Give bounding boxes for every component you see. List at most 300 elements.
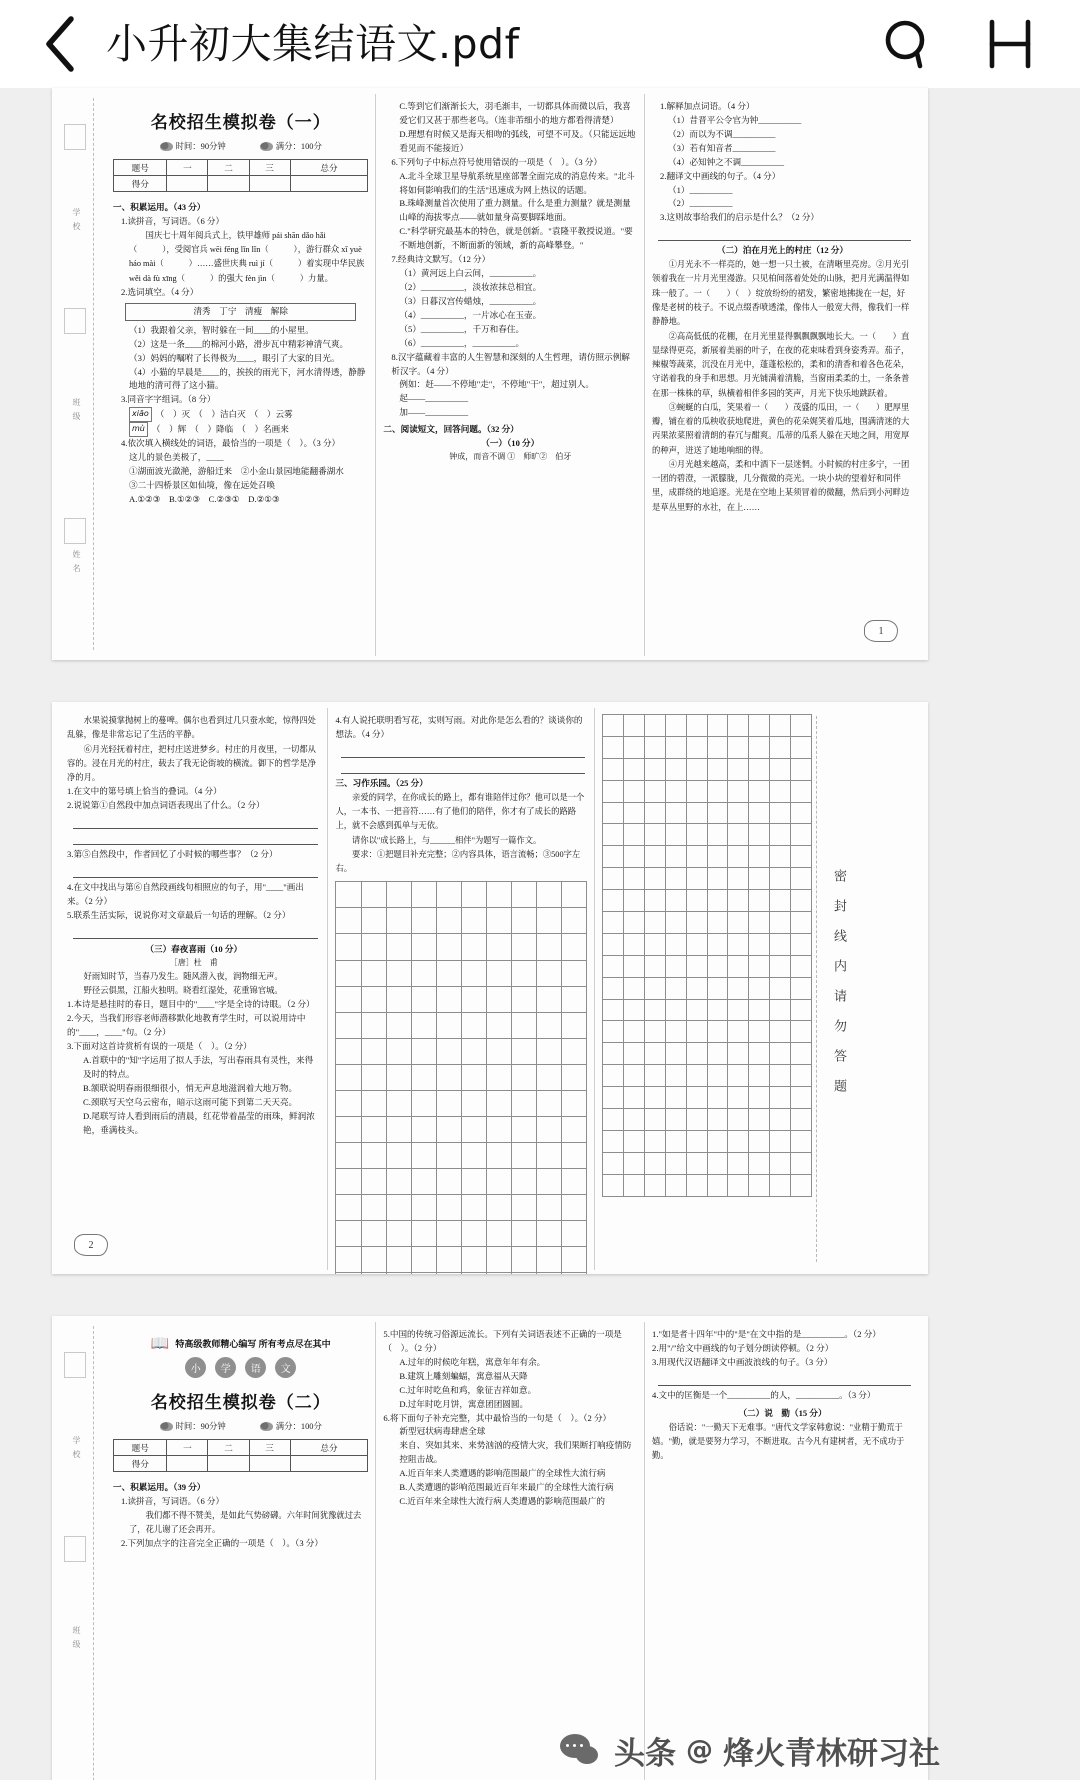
grid-cell[interactable]: [412, 1273, 437, 1274]
grid-cell[interactable]: [437, 1143, 462, 1169]
grid-cell[interactable]: [603, 1021, 624, 1043]
grid-cell[interactable]: [791, 1109, 812, 1131]
grid-cell[interactable]: [487, 1273, 512, 1274]
grid-cell[interactable]: [487, 1091, 512, 1117]
grid-cell[interactable]: [645, 868, 666, 890]
grid-cell[interactable]: [562, 934, 587, 960]
grid-cell[interactable]: [387, 882, 412, 908]
grid-cell[interactable]: [462, 1065, 487, 1091]
grid-cell[interactable]: [728, 846, 749, 868]
grid-cell[interactable]: [770, 868, 791, 890]
grid-cell[interactable]: [603, 1087, 624, 1109]
grid-cell[interactable]: [749, 1175, 770, 1197]
grid-cell[interactable]: [512, 934, 537, 960]
grid-cell[interactable]: [770, 824, 791, 846]
grid-cell[interactable]: [728, 1131, 749, 1153]
grid-cell[interactable]: [770, 1000, 791, 1022]
grid-cell[interactable]: [708, 1087, 729, 1109]
grid-cell[interactable]: [537, 1273, 562, 1274]
grid-cell[interactable]: [645, 956, 666, 978]
grid-cell[interactable]: [645, 978, 666, 1000]
grid-cell[interactable]: [687, 1043, 708, 1065]
grid-cell[interactable]: [437, 1065, 462, 1091]
grid-cell[interactable]: [728, 1153, 749, 1175]
grid-cell[interactable]: [603, 1065, 624, 1087]
grid-cell[interactable]: [708, 1065, 729, 1087]
grid-cell[interactable]: [791, 715, 812, 737]
grid-cell[interactable]: [791, 1153, 812, 1175]
grid-cell[interactable]: [708, 781, 729, 803]
grid-cell[interactable]: [412, 1195, 437, 1221]
grid-cell[interactable]: [791, 1175, 812, 1197]
grid-cell[interactable]: [708, 978, 729, 1000]
grid-cell[interactable]: [562, 882, 587, 908]
grid-cell[interactable]: [487, 1013, 512, 1039]
grid-cell[interactable]: [362, 987, 387, 1013]
grid-cell[interactable]: [624, 1000, 645, 1022]
grid-cell[interactable]: [708, 824, 729, 846]
grid-cell[interactable]: [437, 1117, 462, 1143]
grid-cell[interactable]: [708, 1153, 729, 1175]
grid-cell[interactable]: [603, 781, 624, 803]
grid-cell[interactable]: [791, 912, 812, 934]
grid-cell[interactable]: [791, 737, 812, 759]
grid-cell[interactable]: [512, 908, 537, 934]
grid-cell[interactable]: [603, 934, 624, 956]
grid-cell[interactable]: [624, 759, 645, 781]
grid-cell[interactable]: [437, 1273, 462, 1274]
grid-cell[interactable]: [362, 1273, 387, 1274]
grid-cell[interactable]: [362, 1065, 387, 1091]
grid-cell[interactable]: [512, 1143, 537, 1169]
grid-cell[interactable]: [412, 934, 437, 960]
grid-cell[interactable]: [362, 908, 387, 934]
grid-cell[interactable]: [603, 715, 624, 737]
grid-cell[interactable]: [666, 1021, 687, 1043]
grid-cell[interactable]: [770, 737, 791, 759]
grid-cell[interactable]: [666, 846, 687, 868]
grid-cell[interactable]: [537, 1195, 562, 1221]
grid-cell[interactable]: [336, 1143, 361, 1169]
grid-cell[interactable]: [791, 978, 812, 1000]
grid-cell[interactable]: [462, 1143, 487, 1169]
grid-cell[interactable]: [624, 1131, 645, 1153]
grid-cell[interactable]: [336, 1117, 361, 1143]
grid-cell[interactable]: [687, 824, 708, 846]
grid-cell[interactable]: [603, 846, 624, 868]
grid-cell[interactable]: [437, 908, 462, 934]
grid-cell[interactable]: [687, 1021, 708, 1043]
grid-cell[interactable]: [487, 1039, 512, 1065]
grid-cell[interactable]: [362, 1195, 387, 1221]
grid-cell[interactable]: [537, 987, 562, 1013]
grid-cell[interactable]: [749, 1021, 770, 1043]
grid-cell[interactable]: [749, 824, 770, 846]
grid-cell[interactable]: [666, 803, 687, 825]
grid-cell[interactable]: [603, 803, 624, 825]
grid-cell[interactable]: [645, 737, 666, 759]
grid-cell[interactable]: [512, 961, 537, 987]
grid-cell[interactable]: [687, 1131, 708, 1153]
grid-cell[interactable]: [387, 908, 412, 934]
grid-cell[interactable]: [666, 978, 687, 1000]
grid-cell[interactable]: [791, 934, 812, 956]
grid-cell[interactable]: [437, 934, 462, 960]
grid-cell[interactable]: [387, 1221, 412, 1247]
grid-cell[interactable]: [537, 1039, 562, 1065]
grid-cell[interactable]: [687, 890, 708, 912]
grid-cell[interactable]: [362, 1169, 387, 1195]
grid-cell[interactable]: [362, 1247, 387, 1273]
grid-cell[interactable]: [462, 1013, 487, 1039]
grid-cell[interactable]: [603, 824, 624, 846]
grid-cell[interactable]: [749, 890, 770, 912]
grid-cell[interactable]: [728, 1000, 749, 1022]
grid-cell[interactable]: [666, 912, 687, 934]
grid-cell[interactable]: [749, 868, 770, 890]
grid-cell[interactable]: [603, 1109, 624, 1131]
grid-cell[interactable]: [728, 759, 749, 781]
grid-cell[interactable]: [645, 715, 666, 737]
grid-cell[interactable]: [462, 1273, 487, 1274]
grid-cell[interactable]: [462, 934, 487, 960]
grid-cell[interactable]: [487, 987, 512, 1013]
grid-cell[interactable]: [749, 1153, 770, 1175]
grid-cell[interactable]: [687, 715, 708, 737]
grid-cell[interactable]: [791, 824, 812, 846]
grid-cell[interactable]: [645, 1021, 666, 1043]
grid-cell[interactable]: [708, 1043, 729, 1065]
grid-cell[interactable]: [624, 781, 645, 803]
grid-cell[interactable]: [687, 781, 708, 803]
grid-cell[interactable]: [462, 882, 487, 908]
grid-cell[interactable]: [362, 961, 387, 987]
grid-cell[interactable]: [666, 824, 687, 846]
writing-grid[interactable]: [602, 714, 812, 1197]
grid-cell[interactable]: [687, 934, 708, 956]
grid-cell[interactable]: [708, 1131, 729, 1153]
grid-cell[interactable]: [537, 1169, 562, 1195]
grid-cell[interactable]: [412, 961, 437, 987]
grid-cell[interactable]: [666, 759, 687, 781]
grid-cell[interactable]: [336, 882, 361, 908]
grid-cell[interactable]: [562, 1143, 587, 1169]
grid-cell[interactable]: [603, 759, 624, 781]
grid-cell[interactable]: [708, 737, 729, 759]
grid-cell[interactable]: [512, 1195, 537, 1221]
grid-cell[interactable]: [412, 908, 437, 934]
grid-cell[interactable]: [462, 1117, 487, 1143]
grid-cell[interactable]: [624, 715, 645, 737]
grid-cell[interactable]: [437, 1221, 462, 1247]
grid-cell[interactable]: [624, 912, 645, 934]
grid-cell[interactable]: [666, 868, 687, 890]
grid-cell[interactable]: [645, 846, 666, 868]
grid-cell[interactable]: [387, 1065, 412, 1091]
grid-cell[interactable]: [749, 912, 770, 934]
grid-cell[interactable]: [603, 978, 624, 1000]
grid-cell[interactable]: [645, 912, 666, 934]
grid-cell[interactable]: [362, 1221, 387, 1247]
grid-cell[interactable]: [687, 1109, 708, 1131]
grid-cell[interactable]: [666, 1175, 687, 1197]
grid-cell[interactable]: [387, 1117, 412, 1143]
grid-cell[interactable]: [749, 934, 770, 956]
grid-cell[interactable]: [770, 715, 791, 737]
grid-cell[interactable]: [387, 1195, 412, 1221]
grid-cell[interactable]: [336, 1039, 361, 1065]
grid-cell[interactable]: [666, 781, 687, 803]
grid-cell[interactable]: [749, 1087, 770, 1109]
grid-cell[interactable]: [512, 1039, 537, 1065]
grid-cell[interactable]: [791, 1065, 812, 1087]
grid-cell[interactable]: [437, 987, 462, 1013]
grid-cell[interactable]: [624, 1087, 645, 1109]
grid-cell[interactable]: [770, 1043, 791, 1065]
grid-cell[interactable]: [749, 1131, 770, 1153]
grid-cell[interactable]: [562, 1221, 587, 1247]
grid-cell[interactable]: [562, 987, 587, 1013]
grid-cell[interactable]: [645, 1065, 666, 1087]
grid-cell[interactable]: [336, 1221, 361, 1247]
grid-cell[interactable]: [603, 737, 624, 759]
grid-cell[interactable]: [437, 882, 462, 908]
grid-cell[interactable]: [770, 1109, 791, 1131]
grid-cell[interactable]: [645, 1087, 666, 1109]
grid-cell[interactable]: [791, 803, 812, 825]
grid-cell[interactable]: [687, 1153, 708, 1175]
grid-cell[interactable]: [791, 868, 812, 890]
grid-cell[interactable]: [412, 1091, 437, 1117]
grid-cell[interactable]: [645, 1043, 666, 1065]
grid-cell[interactable]: [624, 846, 645, 868]
grid-cell[interactable]: [687, 956, 708, 978]
grid-cell[interactable]: [462, 908, 487, 934]
grid-cell[interactable]: [512, 987, 537, 1013]
essay-grid-right[interactable]: [602, 714, 812, 1197]
grid-cell[interactable]: [728, 737, 749, 759]
pdf-page-scroll-area[interactable]: [0, 88, 1080, 1780]
grid-cell[interactable]: [512, 1013, 537, 1039]
grid-cell[interactable]: [666, 1065, 687, 1087]
grid-cell[interactable]: [437, 1169, 462, 1195]
grid-cell[interactable]: [708, 715, 729, 737]
grid-cell[interactable]: [462, 987, 487, 1013]
grid-cell[interactable]: [645, 803, 666, 825]
grid-cell[interactable]: [728, 868, 749, 890]
grid-cell[interactable]: [512, 1117, 537, 1143]
grid-cell[interactable]: [791, 1021, 812, 1043]
grid-cell[interactable]: [603, 1175, 624, 1197]
grid-cell[interactable]: [362, 1039, 387, 1065]
grid-cell[interactable]: [603, 1131, 624, 1153]
grid-cell[interactable]: [645, 890, 666, 912]
grid-cell[interactable]: [791, 1131, 812, 1153]
grid-cell[interactable]: [537, 961, 562, 987]
pdf-page-3[interactable]: [52, 1316, 928, 1780]
grid-cell[interactable]: [562, 1117, 587, 1143]
grid-cell[interactable]: [603, 1043, 624, 1065]
grid-cell[interactable]: [728, 890, 749, 912]
grid-cell[interactable]: [562, 1195, 587, 1221]
grid-cell[interactable]: [412, 1169, 437, 1195]
grid-cell[interactable]: [362, 1091, 387, 1117]
grid-cell[interactable]: [624, 1043, 645, 1065]
grid-cell[interactable]: [770, 956, 791, 978]
grid-cell[interactable]: [624, 737, 645, 759]
grid-cell[interactable]: [770, 1021, 791, 1043]
grid-cell[interactable]: [645, 1109, 666, 1131]
grid-cell[interactable]: [624, 824, 645, 846]
back-button[interactable]: [34, 14, 86, 74]
search-button[interactable]: [872, 8, 944, 80]
grid-cell[interactable]: [562, 908, 587, 934]
grid-cell[interactable]: [708, 759, 729, 781]
grid-cell[interactable]: [791, 759, 812, 781]
grid-cell[interactable]: [412, 1039, 437, 1065]
grid-cell[interactable]: [749, 715, 770, 737]
grid-cell[interactable]: [770, 978, 791, 1000]
grid-cell[interactable]: [512, 1091, 537, 1117]
grid-cell[interactable]: [562, 1013, 587, 1039]
grid-cell[interactable]: [708, 868, 729, 890]
grid-cell[interactable]: [708, 912, 729, 934]
grid-cell[interactable]: [770, 846, 791, 868]
grid-cell[interactable]: [624, 956, 645, 978]
grid-cell[interactable]: [645, 1131, 666, 1153]
grid-cell[interactable]: [708, 890, 729, 912]
grid-cell[interactable]: [645, 1175, 666, 1197]
grid-cell[interactable]: [437, 961, 462, 987]
grid-cell[interactable]: [728, 1087, 749, 1109]
grid-cell[interactable]: [387, 987, 412, 1013]
pdf-page-1[interactable]: [52, 88, 928, 660]
grid-cell[interactable]: [537, 1091, 562, 1117]
grid-cell[interactable]: [728, 1175, 749, 1197]
grid-cell[interactable]: [770, 1131, 791, 1153]
grid-cell[interactable]: [687, 1175, 708, 1197]
grid-cell[interactable]: [336, 1065, 361, 1091]
grid-cell[interactable]: [728, 1065, 749, 1087]
grid-cell[interactable]: [462, 1039, 487, 1065]
grid-cell[interactable]: [666, 1087, 687, 1109]
grid-cell[interactable]: [624, 1153, 645, 1175]
writing-grid[interactable]: [335, 881, 587, 1274]
grid-cell[interactable]: [487, 1247, 512, 1273]
grid-cell[interactable]: [537, 1013, 562, 1039]
grid-cell[interactable]: [791, 1043, 812, 1065]
grid-cell[interactable]: [708, 846, 729, 868]
grid-cell[interactable]: [487, 1117, 512, 1143]
grid-cell[interactable]: [387, 1091, 412, 1117]
grid-cell[interactable]: [336, 1091, 361, 1117]
grid-cell[interactable]: [362, 934, 387, 960]
grid-cell[interactable]: [462, 1221, 487, 1247]
grid-cell[interactable]: [728, 956, 749, 978]
grid-cell[interactable]: [462, 961, 487, 987]
grid-cell[interactable]: [437, 1039, 462, 1065]
grid-cell[interactable]: [603, 912, 624, 934]
essay-grid-left[interactable]: [335, 881, 587, 1274]
grid-cell[interactable]: [749, 759, 770, 781]
grid-cell[interactable]: [437, 1195, 462, 1221]
grid-cell[interactable]: [336, 1247, 361, 1273]
grid-cell[interactable]: [666, 1109, 687, 1131]
grid-cell[interactable]: [412, 1013, 437, 1039]
grid-cell[interactable]: [603, 868, 624, 890]
grid-cell[interactable]: [336, 1169, 361, 1195]
grid-cell[interactable]: [645, 824, 666, 846]
grid-cell[interactable]: [336, 1013, 361, 1039]
grid-cell[interactable]: [487, 1195, 512, 1221]
grid-cell[interactable]: [512, 1221, 537, 1247]
grid-cell[interactable]: [770, 1153, 791, 1175]
grid-cell[interactable]: [770, 1065, 791, 1087]
grid-cell[interactable]: [487, 934, 512, 960]
grid-cell[interactable]: [728, 1021, 749, 1043]
grid-cell[interactable]: [412, 1221, 437, 1247]
grid-cell[interactable]: [791, 956, 812, 978]
grid-cell[interactable]: [708, 1175, 729, 1197]
grid-cell[interactable]: [512, 1065, 537, 1091]
grid-cell[interactable]: [537, 934, 562, 960]
grid-cell[interactable]: [487, 961, 512, 987]
grid-cell[interactable]: [512, 882, 537, 908]
grid-cell[interactable]: [336, 1273, 361, 1274]
grid-cell[interactable]: [666, 934, 687, 956]
grid-cell[interactable]: [487, 1169, 512, 1195]
grid-cell[interactable]: [770, 1175, 791, 1197]
grid-cell[interactable]: [791, 1087, 812, 1109]
grid-cell[interactable]: [437, 1247, 462, 1273]
grid-cell[interactable]: [412, 1247, 437, 1273]
grid-cell[interactable]: [666, 1043, 687, 1065]
grid-cell[interactable]: [562, 1273, 587, 1274]
grid-cell[interactable]: [562, 1169, 587, 1195]
grid-cell[interactable]: [687, 1087, 708, 1109]
grid-cell[interactable]: [562, 1091, 587, 1117]
grid-cell[interactable]: [462, 1169, 487, 1195]
grid-cell[interactable]: [387, 961, 412, 987]
grid-cell[interactable]: [666, 1000, 687, 1022]
grid-cell[interactable]: [708, 803, 729, 825]
grid-cell[interactable]: [687, 912, 708, 934]
grid-cell[interactable]: [728, 781, 749, 803]
grid-cell[interactable]: [387, 1039, 412, 1065]
grid-cell[interactable]: [687, 868, 708, 890]
grid-cell[interactable]: [770, 781, 791, 803]
grid-cell[interactable]: [791, 846, 812, 868]
grid-cell[interactable]: [749, 1109, 770, 1131]
grid-cell[interactable]: [336, 934, 361, 960]
grid-cell[interactable]: [645, 1153, 666, 1175]
grid-cell[interactable]: [624, 1021, 645, 1043]
grid-cell[interactable]: [562, 961, 587, 987]
grid-cell[interactable]: [749, 781, 770, 803]
grid-cell[interactable]: [537, 882, 562, 908]
grid-cell[interactable]: [387, 1247, 412, 1273]
grid-cell[interactable]: [537, 1247, 562, 1273]
grid-cell[interactable]: [336, 1195, 361, 1221]
grid-cell[interactable]: [708, 1109, 729, 1131]
grid-cell[interactable]: [437, 1013, 462, 1039]
grid-cell[interactable]: [770, 934, 791, 956]
grid-cell[interactable]: [624, 803, 645, 825]
grid-cell[interactable]: [462, 1091, 487, 1117]
grid-cell[interactable]: [624, 978, 645, 1000]
grid-cell[interactable]: [336, 908, 361, 934]
grid-cell[interactable]: [336, 987, 361, 1013]
